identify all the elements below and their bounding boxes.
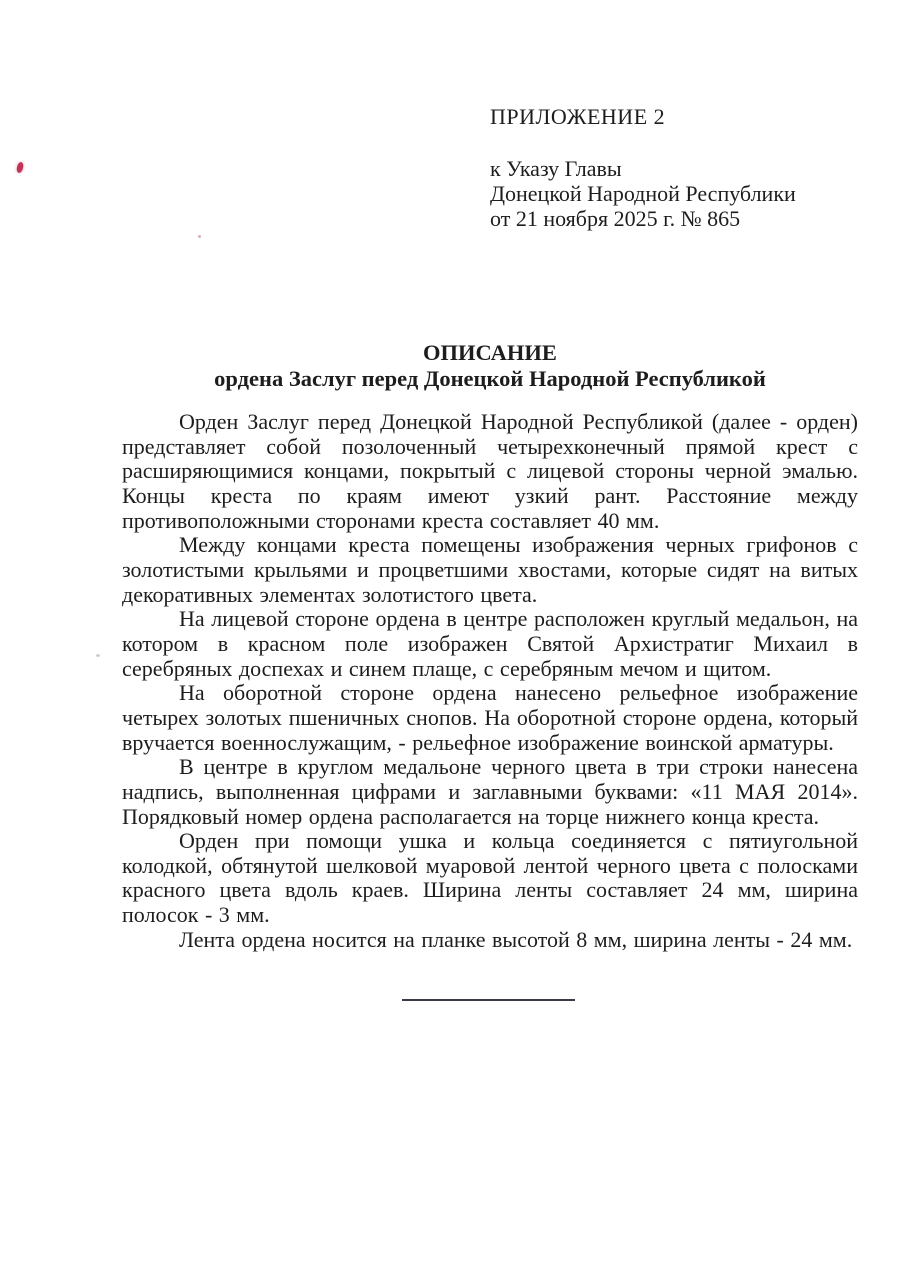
- scan-speck: [198, 235, 201, 238]
- end-of-document-rule: [402, 999, 575, 1001]
- paragraph-3: На лицевой стороне ордена в центре расположен круглый медальон, на котором в красном поле изображен Святой Архистратиг Михаил в серебряных доспехах и синем плаще, с серебряным мечом и щитом.: [122, 606, 858, 681]
- appendix-label: ПРИЛОЖЕНИЕ 2: [490, 104, 666, 129]
- paragraph-5: В центре в круглом медальоне черного цвета в три строки нанесена надпись, выполненная цифрами и заглавными буквами: «11 МАЯ 2014». Порядковый номер ордена располагается на торце нижнего конца креста.: [122, 754, 858, 829]
- document-body: [122, 410, 858, 952]
- reference-line-3: от 21 ноября 2025 г. № 865: [490, 206, 741, 231]
- paragraph-2: Между концами креста помещены изображения черных грифонов с золотистыми крыльями и процветшими хвостами, которые сидят на витых декоративных элементах золотистого цвета.: [122, 532, 858, 607]
- document-subtitle: ордена Заслуг перед Донецкой Народной Республикой: [214, 365, 766, 391]
- scan-speck: [96, 654, 100, 657]
- reference-line-1: к Указу Главы: [490, 156, 622, 181]
- paragraph-1: Орден Заслуг перед Донецкой Народной Республикой (далее - орден) представляет собой позолоченный четырехконечный прямой крест с расширяющимися концами, покрытый с лицевой стороны черной эмалью. Концы креста по краям имеют узкий рант. Расстояние между противоположными сторонами креста составляет 40 мм.: [122, 409, 858, 533]
- document-title-block: [122, 340, 858, 391]
- reference-line-2: Донецкой Народной Республики: [490, 181, 796, 206]
- paragraph-4: На оборотной стороне ордена нанесено рельефное изображение четырех золотых пшеничных снопов. На оборотной стороне ордена, который вручается военнослужащим, - рельефное изображение воинской арматуры.: [122, 680, 858, 755]
- document-title: ОПИСАНИЕ: [423, 340, 557, 365]
- appendix-header: [490, 104, 870, 231]
- paragraph-7: Лента ордена носится на планке высотой 8 мм, ширина ленты - 24 мм.: [179, 926, 853, 952]
- red-pen-mark-artifact: [16, 161, 24, 173]
- paragraph-6: Орден при помощи ушка и кольца соединяется с пятиугольной колодкой, обтянутой шелковой муаровой лентой черного цвета с полосками красного цвета вдоль краев. Ширина ленты составляет 24 мм, ширина полосок - 3 мм.: [122, 828, 858, 928]
